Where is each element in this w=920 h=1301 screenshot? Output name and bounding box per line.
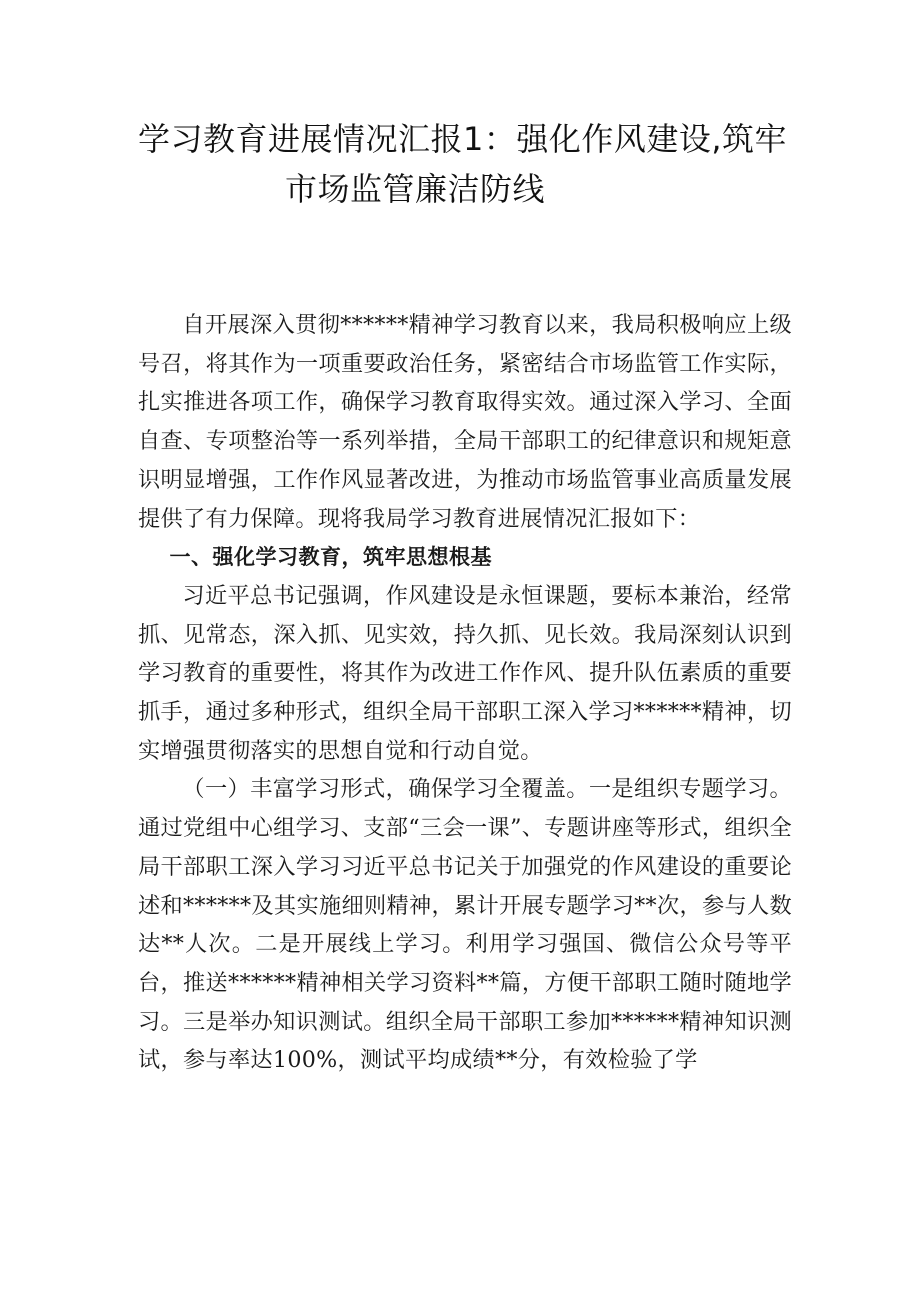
document-body xyxy=(138,306,792,1080)
subsection-1-paragraph: （一）丰富学习形式，确保学习全覆盖。一是组织专题学习。通过党组中心组学习、支部“三会一课”、专题讲座等形式，组织全局干部职工深入学习习近平总书记关于加强党的作风建设的重要论述和******及其实施细则精神，累计开展专题学习**次，参与人数达**人次。二是开展线上学习。利用学习强国、微信公众号等平台，推送******精神相关学习资料**篇，方便干部职工随时随地学习。三是举办知识测试。组织全局干部职工参加******精神知识测试，参与率达100%，测试平均成绩**分，有效检验了学 xyxy=(138,776,792,1074)
section-heading-1: 一、强化学习教育，筑牢思想根基 xyxy=(169,545,492,570)
intro-paragraph: 自开展深入贯彻******精神学习教育以来，我局积极响应上级号召，将其作为一项重要政治任务，紧密结合市场监管工作实际，扎实推进各项工作，确保学习教育取得实效。通过深入学习、全面自查、专项整治等一系列举措，全局干部职工的纪律意识和规矩意识明显增强，工作作风显著改进，为推动市场监管事业高质量发展提供了有力保障。现将我局学习教育进展情况汇报如下： xyxy=(138,312,792,532)
section-1-paragraph: 习近平总书记强调，作风建设是永恒课题，要标本兼治，经常抓、见常态，深入抓、见实效，持久抓、见长效。我局深刻认识到学习教育的重要性，将其作为改进工作作风、提升队伍素质的重要抓手，通过多种形式，组织全局干部职工深入学习******精神，切实增强贯彻落实的思想自觉和行动自觉。 xyxy=(138,582,792,764)
title-line-1: 学习教育进展情况汇报1：强化作风建设,筑牢 xyxy=(138,120,788,158)
title-line-2: 市场监管廉洁防线 xyxy=(285,170,546,208)
document-title xyxy=(138,114,818,214)
